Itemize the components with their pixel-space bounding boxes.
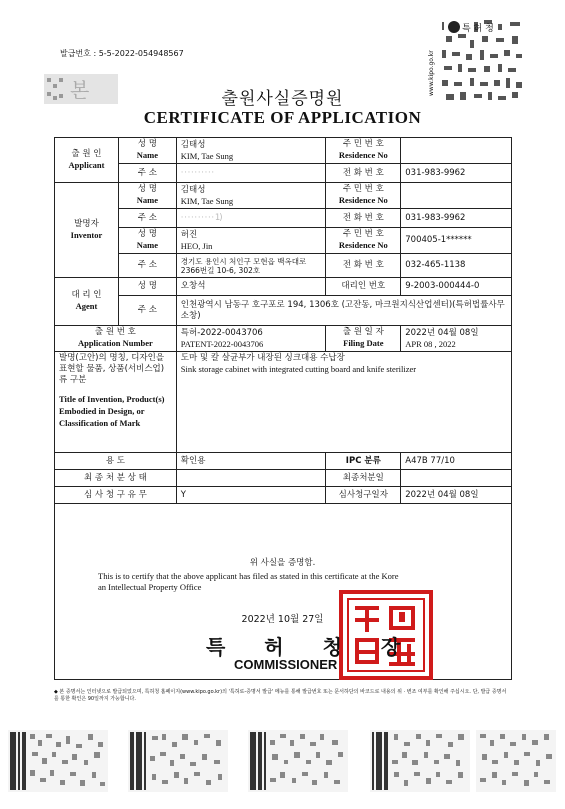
inventor-section-label: 발명자 Inventor — [55, 183, 119, 278]
applicant-name-label: 성 명 Name — [118, 138, 176, 164]
inventor-1-phone-label: 전 화 번 호 — [326, 209, 401, 228]
issue-number: 발급번호 : 5-5-2022-054948567 — [60, 49, 184, 58]
applicant-name: 김태성 KIM, Tae Sung — [176, 138, 326, 164]
application-number-label: 출 원 번 호 Application Number — [55, 326, 177, 352]
commissioner-korean: 특 허 청 장 — [206, 635, 417, 659]
use-value: 확인용 — [176, 453, 326, 470]
agent-name: 오창석 — [176, 278, 326, 296]
verification-footnote: ◆ 본 증명서는 인터넷으로 발급되었으며, 특허청 홈페이지(www.kipo.go.kr)의 '특허로-증명서 발급' 메뉴를 통해 발급번호 또는 문서하단의 바코드로 내용의 위 · 변조 여부를 확인해 주십시오. 단, 발급 증명서를 통한 확인은 90일까지 가능합니다. — [54, 689, 507, 702]
applicant-residence-value — [401, 138, 512, 164]
applicant-phone: 031-983-9962 — [401, 164, 512, 183]
commissioner-english: COMMISSIONER — [234, 657, 338, 672]
final-status-label: 최 종 처 분 상 태 — [55, 470, 177, 487]
office-logo-text: 특 허 청 — [462, 24, 494, 34]
agent-code-label: 대리인 번호 — [326, 278, 401, 296]
applicant-section-label: 출 원 인 Applicant — [55, 138, 119, 183]
inventor-1-address-label: 주 소 — [118, 209, 176, 228]
inventor-2-residence-label: 주 민 번 호 Residence No — [326, 228, 401, 254]
final-date-label: 최종처분일 — [326, 470, 401, 487]
barcode-3 — [248, 730, 348, 792]
inventor-2-name-label: 성 명 Name — [118, 228, 176, 254]
inventor-2-name: 허진 HEO, Jin — [176, 228, 326, 254]
certificate-table — [54, 137, 512, 504]
agent-section-label: 대 리 인 Agent — [55, 278, 119, 326]
inventor-1-name: 김태성 KIM, Tae Sung — [176, 183, 326, 209]
title-korean: 출원사실증명원 — [221, 89, 344, 109]
invention-title: 도마 및 칼 살균부가 내장된 싱크대용 수납장 Sink storage cabinet with integrated cutting board and knife sterilizer — [176, 352, 511, 453]
statement-english: This is to certify that the above applicant has filed as stated in this certificate at the Kore an Intellectual Property Office — [98, 571, 399, 592]
agent-address: 인천광역시 남동구 호구포로 194, 1306호 (고잔동, 마크원지식산업센터)(특허법률사무소창) — [176, 296, 511, 326]
statement-korean: 위 사실을 증명함. — [249, 558, 316, 568]
use-label: 용 도 — [55, 453, 177, 470]
site-url: www.kipo.go.kr — [428, 50, 435, 96]
barcode-2 — [128, 730, 228, 792]
ipc-label: IPC 분류 — [326, 453, 401, 470]
filing-date-label: 출 원 일 자 Filing Date — [326, 326, 401, 352]
agent-address-label: 주 소 — [118, 296, 176, 326]
inventor-1-residence-value — [401, 183, 512, 209]
inventor-2-address-label: 주 소 — [118, 254, 176, 278]
inventor-1-address: · · · · · · · · · · 1) — [176, 209, 326, 228]
applicant-address-label: 주 소 — [118, 164, 176, 183]
barcode-5 — [476, 730, 556, 792]
inventor-2-residence-value: 700405-1****** — [401, 228, 512, 254]
applicant-residence-label: 주 민 번 호 Residence No — [326, 138, 401, 164]
exam-request-value: Y — [176, 487, 326, 504]
title-english: CERTIFICATE OF APPLICATION — [143, 108, 422, 127]
inventor-2-phone-label: 전 화 번 호 — [326, 254, 401, 278]
inventor-1-residence-label: 주 민 번 호 Residence No — [326, 183, 401, 209]
barcode-1 — [8, 730, 108, 792]
final-status-value — [176, 470, 326, 487]
inventor-2-phone: 032-465-1138 — [401, 254, 512, 278]
filing-date: 2022년 04월 08일 APR 08 , 2022 — [401, 326, 512, 352]
applicant-address: · · · · · · · · · · — [176, 164, 326, 183]
agent-name-label: 성 명 — [118, 278, 176, 296]
agent-code: 9-2003-000444-0 — [401, 278, 512, 296]
application-number: 특허-2022-0043706 PATENT-2022-0043706 — [176, 326, 326, 352]
issue-date: 2022년 10월 27일 — [241, 614, 324, 625]
final-date-value — [401, 470, 512, 487]
original-mark-text: 본 — [70, 78, 90, 102]
ipc-value: A47B 77/10 — [401, 453, 512, 470]
exam-date-label: 심사청구일자 — [326, 487, 401, 504]
exam-request-label: 심 사 청 구 유 무 — [55, 487, 177, 504]
invention-title-label: 발명(고안)의 명칭, 디자인을 표현할 물품, 상품(서비스업)류 구분 Title of Invention, Product(s) Embodied in Design, or Classification of Mark — [55, 352, 177, 453]
inventor-1-phone: 031-983-9962 — [401, 209, 512, 228]
barcode-4 — [370, 730, 470, 792]
exam-date-value: 2022년 04월 08일 — [401, 487, 512, 504]
inventor-1-name-label: 성 명 Name — [118, 183, 176, 209]
applicant-phone-label: 전 화 번 호 — [326, 164, 401, 183]
inventor-2-address: 경기도 용인시 처인구 모현읍 백옥대로2366번길 10-6, 302호 — [176, 254, 326, 278]
